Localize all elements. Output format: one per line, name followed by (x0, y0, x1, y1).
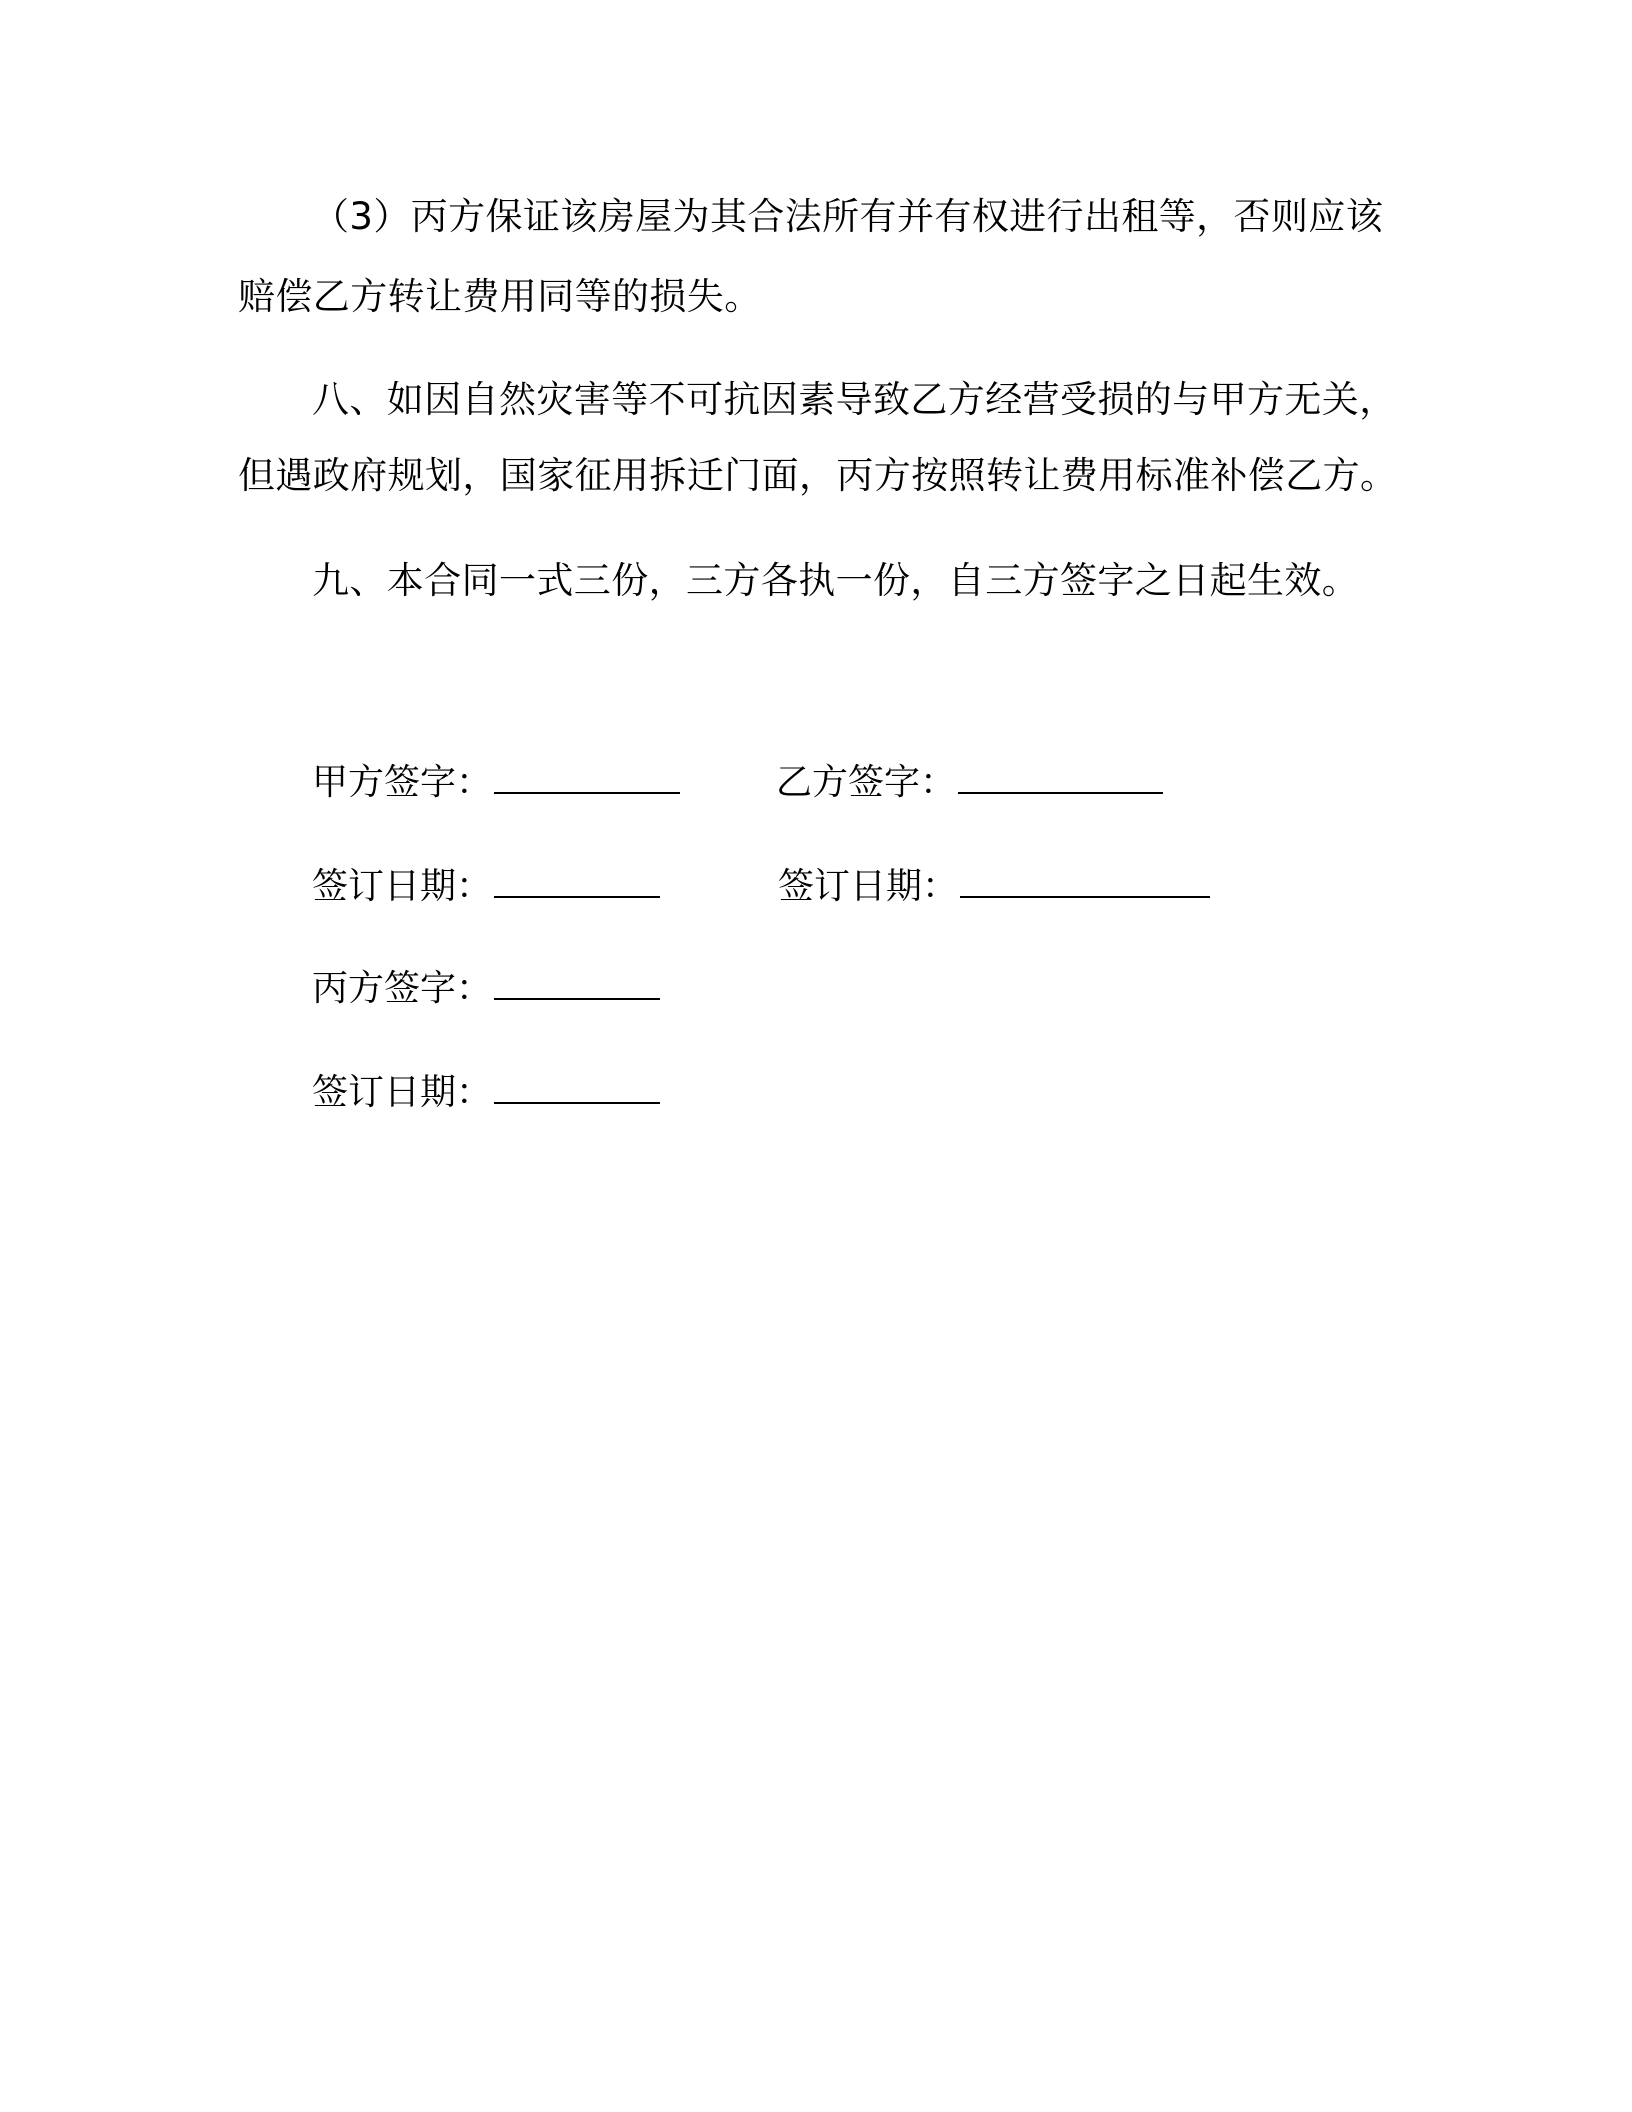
party-a-date-blank (494, 862, 660, 898)
party-b-signature-blank (958, 758, 1163, 794)
party-c-signature-blank (494, 964, 660, 1000)
clause-9: 九、本合同一式三份，三方各执一份，自三方签字之日起生效。 (312, 559, 1360, 602)
party-c-date-label: 签订日期： (312, 1072, 493, 1113)
party-c-date-row (312, 1068, 660, 1118)
party-c-signature-row (312, 964, 660, 1014)
clause-8-line-2: 但遇政府规划，国家征用拆迁门面，丙方按照转让费用标准补偿乙方。 (238, 454, 1398, 497)
party-a-signature-row (312, 758, 680, 808)
party-c-signature-label: 丙方签字： (312, 968, 493, 1009)
party-a-date-row (312, 862, 660, 912)
party-b-signature-label: 乙方签字： (776, 762, 957, 803)
party-c-date-blank (494, 1068, 660, 1104)
clause-7-3-line-2: 赔偿乙方转让费用同等的损失。 (238, 275, 762, 318)
party-a-signature-blank (494, 758, 680, 794)
party-b-date-blank (960, 862, 1210, 898)
clause-7-3-line-1: （3）丙方保证该房屋为其合法所有并有权进行出租等，否则应该 (312, 195, 1384, 238)
party-a-date-label: 签订日期： (312, 866, 493, 907)
party-b-signature-row (776, 758, 1163, 808)
clause-8-line-1: 八、如因自然灾害等不可抗因素导致乙方经营受损的与甲方无关， (312, 378, 1397, 421)
party-b-date-row (778, 862, 1210, 912)
party-b-date-label: 签订日期： (778, 866, 959, 907)
party-a-signature-label: 甲方签字： (312, 762, 493, 803)
